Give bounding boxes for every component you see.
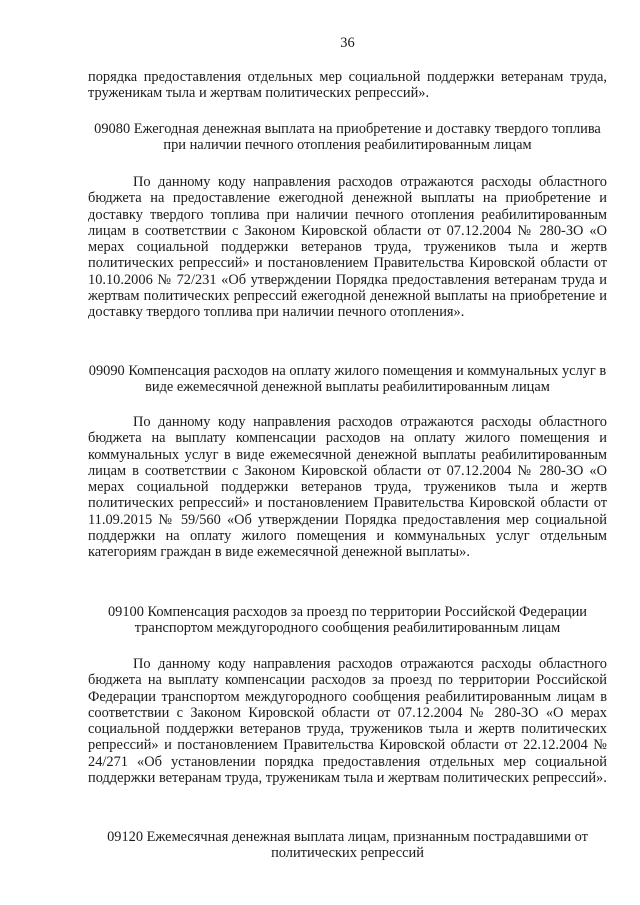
section-heading-09100: 09100 Компенсация расходов за проезд по территории Российской Федерации транспортом междугородного сообщения реабилитированным лицам [107, 604, 588, 637]
section-heading-09090: 09090 Компенсация расходов на оплату жилого помещения и коммунальных услуг в виде ежемесячной денежной выплаты реабилитированным лицам [88, 363, 607, 396]
section-heading-09120: 09120 Ежемесячная денежная выплата лицам, признанным пострадавшими от политических репрессий [107, 829, 588, 862]
section-body-09090: По данному коду направления расходов отражаются расходы областного бюджета на выплату компенсации расходов на оплату жилого помещения и коммунальных услуг в виде ежемесячной денежной выплаты реабилитированным лицам в соответствии с Законом Кировской области от 07.12.2004 № 280-ЗО «О мерах социальной поддержки ветеранов труда, тружеников тыла и жертв политических репрессий» и постановлением Правительства Кировской области от 11.09.2015 № 59/560 «Об утверждении Порядка предоставления мер социальной поддержки на оплату жилого помещения и коммунальных услуг отдельным категориям граждан в виде ежемесячной денежной выплаты». [88, 414, 607, 561]
page-number: 36 [340, 35, 355, 51]
section-body-09100: По данному коду направления расходов отражаются расходы областного бюджета на выплату компенсации расходов за проезд по территории Российской Федерации транспортом междугородного сообщения реабилитированным лицам в соответствии с Законом Кировской области от 07.12.2004 № 280-ЗО «О мерах социальной поддержки ветеранов труда, тружеников тыла и жертв политических репрессий» и постановлением Правительства Кировской области от 22.12.2004 № 24/271 «Об установлении порядка предоставления отдельных мер социальной поддержки ветеранам труда, труженикам тыла и жертвам политических репрессий». [88, 656, 607, 787]
continuation-paragraph: порядка предоставления отдельных мер социальной поддержки ветеранам труда, труженикам тыла и жертвам политических репрессий». [88, 69, 607, 102]
section-body-09080: По данному коду направления расходов отражаются расходы областного бюджета на предоставление ежегодной денежной выплаты на приобретение и доставку твердого топлива при наличии печного отопления реабилитированным лицам в соответствии с Законом Кировской области от 07.12.2004 № 280-ЗО «О мерах социальной поддержки ветеранов труда, тружеников тыла и жертв политических репрессий» и постановлением Правительства Кировской области от 10.10.2006 № 72/231 «Об утверждении Порядка предоставления ветеранам труда и жертвам политических репрессий ежегодной денежной выплаты на приобретение и доставку твердого топлива при наличии печного отопления». [88, 174, 607, 321]
section-heading-09080: 09080 Ежегодная денежная выплата на приобретение и доставку твердого топлива при наличии печного отопления реабилитированным лицам [94, 121, 601, 154]
